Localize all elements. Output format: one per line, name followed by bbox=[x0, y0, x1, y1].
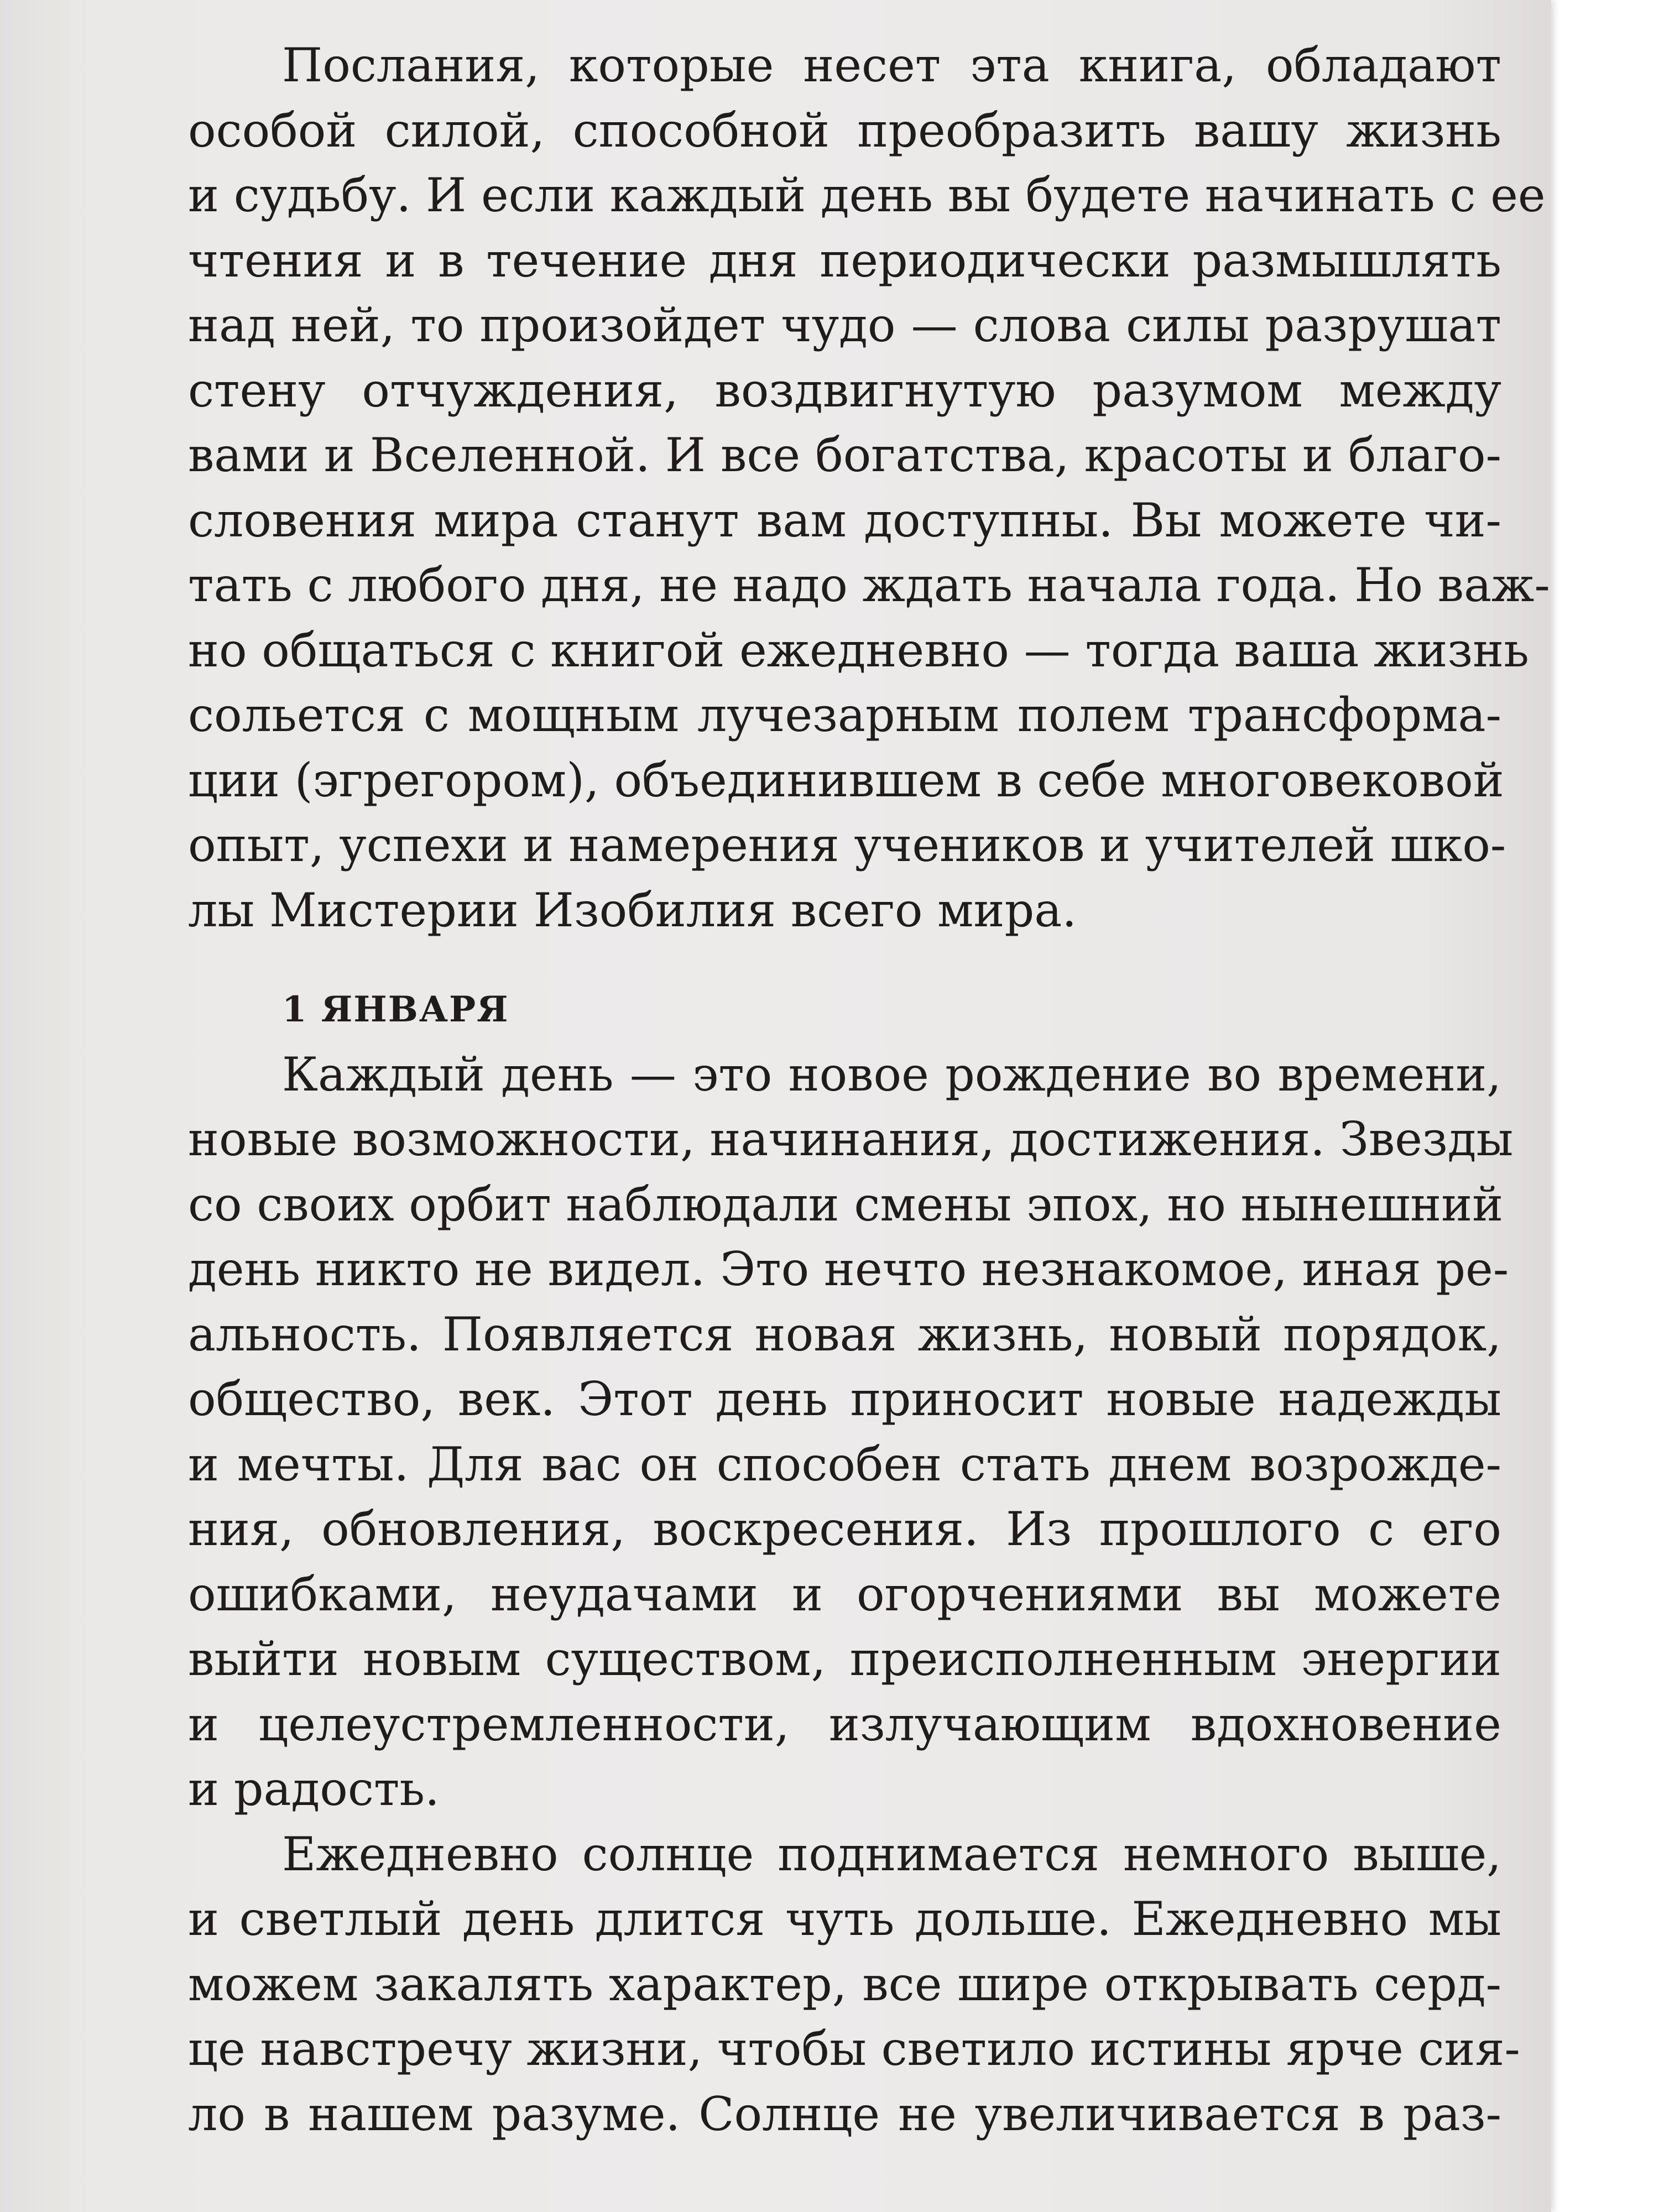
section-heading-date: 1 ЯНВАРЯ bbox=[282, 989, 509, 1030]
text-line: лы Мистерии Изобилия всего мира. bbox=[188, 883, 1077, 937]
text-line: но общаться с книгой ежедневно — тогда ваша жизнь bbox=[188, 623, 1529, 677]
text-line: и судьбу. И если каждый день вы будете начинать с ее bbox=[188, 168, 1546, 222]
text-line: общество, век. Этот день приносит новые надежды bbox=[188, 1372, 1501, 1426]
entry-paragraph-2 bbox=[188, 1822, 1520, 2147]
text-line: вами и Вселенной. И все богатства, красоты и благо- bbox=[188, 428, 1501, 482]
entry-paragraph-1 bbox=[188, 1042, 1514, 1822]
text-line: Послания, которые несет эта книга, обладают bbox=[282, 38, 1501, 92]
text-line: над ней, то произойдет чудо — слова силы разрушат bbox=[188, 298, 1501, 352]
text-line: тать с любого дня, не надо ждать начала года. Но важ- bbox=[188, 558, 1550, 612]
text-line: стену отчуждения, воздвигнутую разумом между bbox=[188, 363, 1501, 418]
text-line: Каждый день — это новое рождение во времени, bbox=[282, 1047, 1501, 1102]
text-line: сольется с мощным лучезарным полем трансформа- bbox=[188, 688, 1501, 742]
text-line: со своих орбит наблюдали смены эпох, но нынешний bbox=[188, 1177, 1504, 1232]
text-line: словения мира станут вам доступны. Вы можете чи- bbox=[188, 493, 1501, 547]
text-line: выйти новым существом, преисполненным энергии bbox=[188, 1632, 1501, 1686]
intro-paragraph bbox=[188, 33, 1550, 943]
text-line: Ежедневно солнце поднимается немного выше, bbox=[282, 1827, 1501, 1881]
text-line: новые возможности, начинания, достижения. Звезды bbox=[188, 1112, 1514, 1166]
text-line: особой силой, способной преобразить вашу жизнь bbox=[188, 103, 1501, 158]
text-line: и мечты. Для вас он способен стать днем возрожде- bbox=[188, 1437, 1501, 1491]
page-text bbox=[188, 33, 1550, 2147]
text-line: ло в нашем разуме. Солнце не увеличивается в раз- bbox=[188, 2086, 1501, 2141]
text-line: ошибками, неудачами и огорчениями вы можете bbox=[188, 1567, 1501, 1621]
text-line: чтения и в течение дня периодически размышлять bbox=[188, 233, 1501, 288]
text-line: опыт, успехи и намерения учеников и учителей шко- bbox=[188, 818, 1506, 872]
text-line: альность. Появляется новая жизнь, новый порядок, bbox=[188, 1307, 1501, 1361]
text-line: це навстречу жизни, чтобы светило истины ярче сия- bbox=[188, 2022, 1520, 2076]
text-line: и радость. bbox=[188, 1762, 440, 1816]
text-line: и целеустремленности, излучающим вдохновение bbox=[188, 1697, 1501, 1751]
text-line: ции (эгрегором), объединившем в себе многовековой bbox=[188, 753, 1504, 807]
text-line: ния, обновления, воскресения. Из прошлого с его bbox=[188, 1502, 1501, 1556]
text-line: можем закалять характер, все шире открывать серд- bbox=[188, 1957, 1501, 2011]
text-line: день никто не видел. Это нечто незнакомое, иная ре- bbox=[188, 1242, 1509, 1296]
text-line: и светлый день длится чуть дольше. Ежедневно мы bbox=[188, 1892, 1501, 1946]
